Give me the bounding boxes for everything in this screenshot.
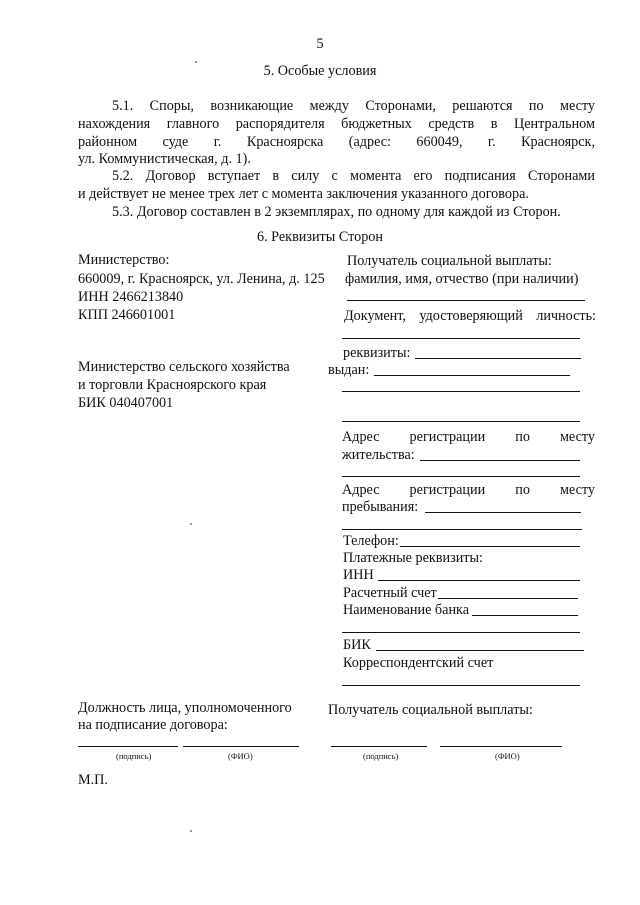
payment-details-label: Платежные реквизиты: xyxy=(343,550,483,566)
stay-label: Адрес регистрации по месту xyxy=(342,482,595,498)
right-signature-line xyxy=(331,746,427,747)
phone-line xyxy=(400,546,580,547)
right-podpis-caption: (подпись) xyxy=(363,751,399,761)
recipient-fio-label: фамилия, имя, отчество (при наличии) xyxy=(345,271,579,287)
left-fio-line xyxy=(183,746,299,747)
right-fio-line xyxy=(440,746,562,747)
stay-label-2: пребывания: xyxy=(342,499,419,515)
vydan-line xyxy=(374,375,570,376)
stamp-place: М.П. xyxy=(78,772,108,788)
residence-label-2: жительства: xyxy=(342,447,415,463)
phone-label: Телефон: xyxy=(343,533,399,549)
residence-line-2 xyxy=(342,476,580,477)
vydan-line-3 xyxy=(342,421,580,422)
id-document-line xyxy=(342,338,580,339)
signer-position-line-2: на подписание договора: xyxy=(78,717,228,733)
section-5-title: 5. Особые условия xyxy=(263,63,377,79)
scan-speck xyxy=(195,61,197,63)
vydan-line-2 xyxy=(342,391,580,392)
account-label: Расчетный счет xyxy=(343,585,437,601)
scan-speck xyxy=(190,830,192,832)
residence-line xyxy=(420,460,580,461)
recipient-inn-line xyxy=(378,580,580,581)
clause-5-1-line-2: нахождения главного распорядителя бюджетных средств в Центральном xyxy=(78,116,595,132)
recipient-signature-label: Получатель социальной выплаты: xyxy=(328,702,533,718)
recipient-inn-label: ИНН xyxy=(343,567,374,583)
id-document-label: Документ, удостоверяющий личность: xyxy=(344,308,596,324)
fio-line xyxy=(347,300,585,301)
residence-label: Адрес регистрации по месту xyxy=(342,429,595,445)
scan-speck xyxy=(190,523,192,525)
corr-account-label: Корреспондентский счет xyxy=(343,655,494,671)
clause-5-1-line-1: 5.1. Споры, возникающие между Сторонами, решаются по месту xyxy=(112,98,595,114)
ministry-address: 660009, г. Красноярск, ул. Ленина, д. 125 xyxy=(78,271,325,287)
recipient-heading: Получатель социальной выплаты: xyxy=(347,253,552,269)
corr-account-line xyxy=(342,685,580,686)
clause-5-2-line-1: 5.2. Договор вступает в силу с момента его подписания Сторонами xyxy=(112,168,595,184)
vydan-label: выдан: xyxy=(328,362,370,378)
right-fio-caption: (ФИО) xyxy=(495,751,520,761)
bank-label: Наименование банка xyxy=(343,602,470,618)
left-signature-line xyxy=(78,746,178,747)
rekvizity-line xyxy=(415,358,581,359)
ministry-name-line-2: и торговли Красноярского края xyxy=(78,377,267,393)
bank-line xyxy=(472,615,578,616)
recipient-bik-line xyxy=(376,650,584,651)
clause-5-1-line-3: районном суде г. Красноярска (адрес: 660049, г. Красноярск, xyxy=(78,134,595,150)
page-number: 5 xyxy=(316,36,324,52)
bank-line-2 xyxy=(342,632,580,633)
stay-line xyxy=(425,512,581,513)
stay-line-2 xyxy=(342,529,582,530)
section-6-title: 6. Реквизиты Сторон xyxy=(256,229,383,245)
ministry-inn: ИНН 2466213840 xyxy=(78,289,184,305)
clause-5-3: 5.3. Договор составлен в 2 экземплярах, по одному для каждой из Сторон. xyxy=(112,204,561,220)
ministry-name-line-1: Министерство сельского хозяйства xyxy=(78,359,290,375)
left-fio-caption: (ФИО) xyxy=(228,751,253,761)
clause-5-1-line-4: ул. Коммунистическая, д. 1). xyxy=(78,151,251,167)
ministry-kpp: КПП 246601001 xyxy=(78,307,176,323)
ministry-bik: БИК 040407001 xyxy=(78,395,174,411)
signer-position-line-1: Должность лица, уполномоченного xyxy=(78,700,292,716)
ministry-label: Министерство: xyxy=(78,252,170,268)
left-podpis-caption: (подпись) xyxy=(116,751,152,761)
recipient-bik-label: БИК xyxy=(343,637,371,653)
account-line xyxy=(438,598,578,599)
clause-5-2-line-2: и действует не менее трех лет с момента заключения указанного договора. xyxy=(78,186,529,202)
rekvizity-label: реквизиты: xyxy=(343,345,411,361)
